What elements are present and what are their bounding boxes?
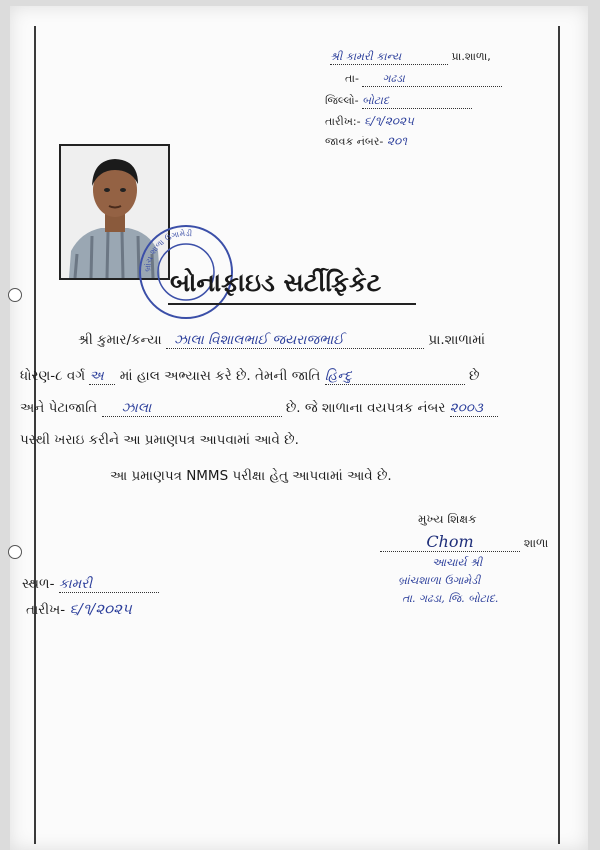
line2-prefix: ધોરણ-૮ વર્ગ [20, 368, 86, 384]
taluka-label: તા- [345, 72, 359, 85]
footer-place-line [22, 576, 159, 593]
principal-title-3 [402, 592, 498, 606]
caste-value: હિન્દુ [325, 368, 465, 385]
title-underline [168, 303, 416, 305]
principal-signature: Chom [380, 532, 520, 552]
line5-text: આ પ્રમાણપત્ર NMMS પરીક્ષા હેતુ આપવામાં આવે છે. [110, 468, 392, 484]
district-value: બોટાદ [362, 94, 472, 109]
student-name-value: ઝાલા વિશાલભાઈ જયરાજભાઈ [166, 332, 424, 349]
line4-text: પરથી ખરાઇ કરીને આ પ્રમાણપત્ર આપવામાં આવે છે. [20, 432, 299, 448]
principal-heading [418, 512, 477, 527]
body-line-5 [110, 468, 392, 484]
header-taluka-line [345, 72, 502, 87]
body-line-2 [20, 368, 479, 385]
header-date-value: ૬/૧/૨૦૨૫ [364, 114, 414, 128]
principal-title-2-text: બ્રાંચશાળા ઉગામેડી [398, 574, 481, 587]
header-district-line [325, 94, 472, 109]
outward-label: જાવક નંબર- [325, 135, 384, 148]
principal-title-3-text: તા. ગઢડા, જિ. બોટાદ. [402, 592, 499, 605]
line3-prefix: અને પેટાજાતિ [20, 400, 98, 416]
principal-heading-text: મુખ્ય શિક્ષક [418, 512, 477, 526]
line2-suffix: છે [468, 368, 480, 384]
header-school-value: શ્રી કામરી કાન્ય [330, 50, 448, 65]
line3-mid: છે. જે શાળાના વયપત્રક નંબર [285, 400, 446, 416]
body-line-1 [78, 332, 485, 349]
stamp-ring-text: બ્રાંચ શાળા ઉગામેડી [142, 228, 193, 273]
outward-value: ૨૦૧ [386, 134, 408, 148]
subcaste-value: ઝાલા [102, 400, 282, 417]
footer-date-line [26, 600, 132, 618]
punch-hole-top [8, 288, 22, 302]
footer-date-label: તારીખ- [26, 602, 66, 618]
body-line-4 [20, 432, 299, 448]
certificate-title-text: બોનાફાઇડ સર્ટીફિકેટ [170, 268, 382, 297]
body-line-3 [20, 400, 498, 417]
header-outward-line [325, 134, 407, 149]
class-value: અ [89, 368, 115, 385]
district-label: જિલ્લો- [325, 94, 359, 107]
place-value: કામરી [59, 576, 159, 593]
footer-date-value: ૬/૧/૨૦૨૫ [69, 600, 132, 618]
taluka-value: ગઢડા [362, 72, 502, 87]
line2-mid: માં હાલ અભ્યાસ કરે છે. તેમની જાતિ [119, 368, 321, 384]
certificate-title [170, 268, 381, 298]
header-school-line [330, 50, 491, 65]
line1-prefix: શ્રી કુમાર/કન્યા [78, 332, 162, 348]
signature-line [380, 532, 548, 552]
principal-title-1-text: આચાર્ય શ્રી [432, 556, 483, 569]
signature-school-suffix: શાળા [523, 536, 549, 550]
principal-title-2 [398, 574, 480, 588]
line1-suffix: પ્રા.શાળામાં [428, 332, 486, 348]
header-school-suffix: પ્રા.શાળા, [451, 50, 491, 63]
svg-text:બ્રાંચ શાળા ઉગામેડી [142, 228, 193, 272]
register-number-value: ૨૦૦૩ [450, 400, 498, 417]
header-date-label: તારીખ:- [325, 115, 361, 128]
punch-hole-bottom [8, 545, 22, 559]
principal-title-1 [432, 556, 482, 570]
place-label: સ્થળ- [22, 576, 55, 592]
header-date-line [325, 114, 414, 129]
